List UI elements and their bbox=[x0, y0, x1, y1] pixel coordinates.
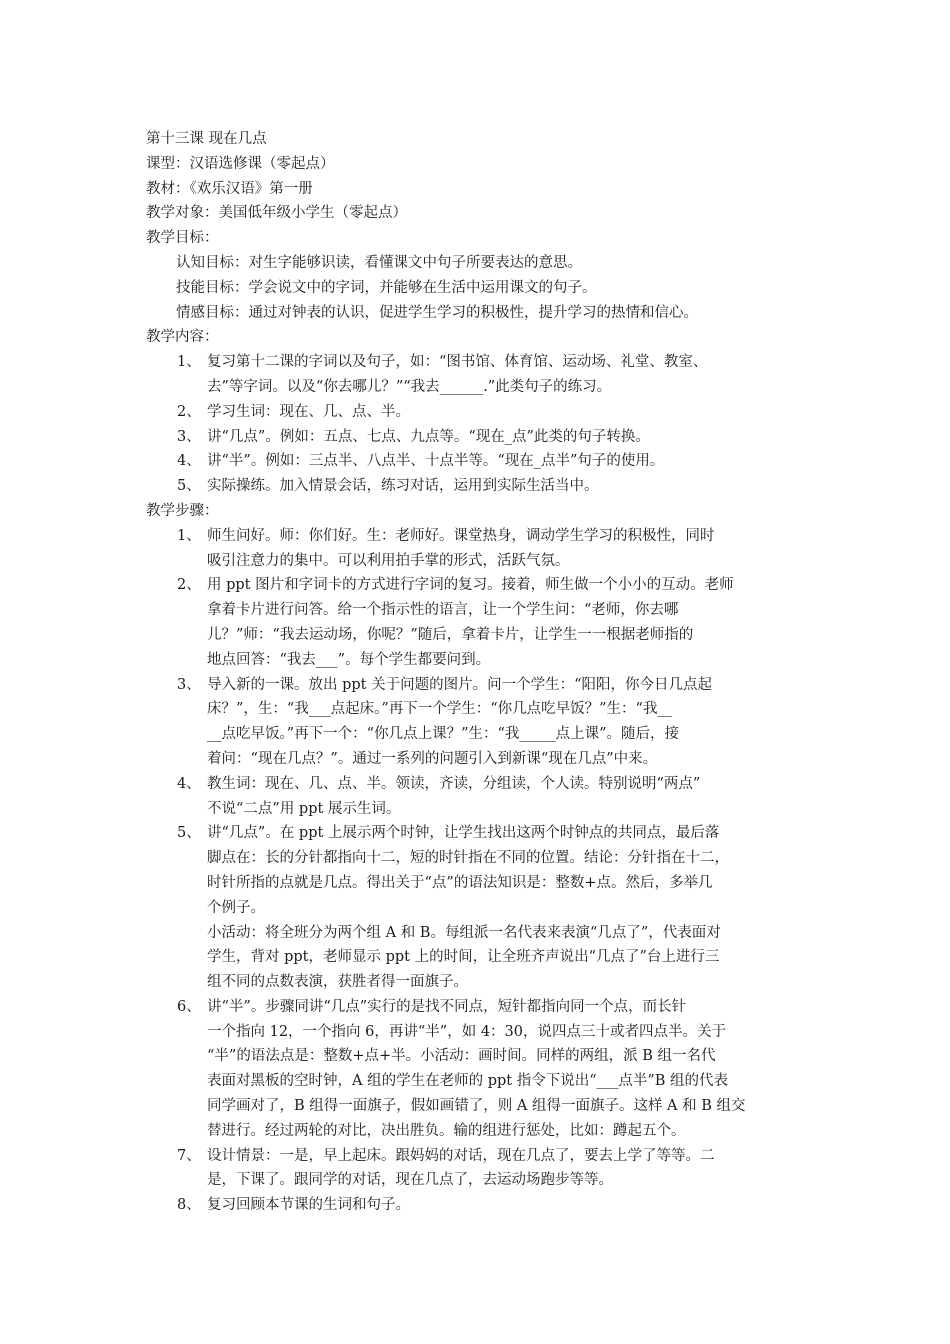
step-item-number: 6、 bbox=[177, 998, 201, 1015]
step-item-line: 用 ppt 图片和字词卡的方式进行字词的复习。接着，师生做一个小小的互动。老师 bbox=[207, 577, 734, 594]
content-item bbox=[146, 350, 826, 400]
step-item-number: 5、 bbox=[177, 825, 201, 842]
content-heading: 教学内容： bbox=[146, 329, 219, 346]
step-item-line: 复习回顾本节课的生词和句子。 bbox=[207, 1197, 410, 1214]
step-item bbox=[146, 1193, 826, 1218]
content-item bbox=[146, 425, 826, 450]
content-item-number: 2、 bbox=[177, 403, 201, 420]
step-item-line: 导入新的一课。放出 ppt 关于问题的图片。问一个学生：“阳阳，你今日几点起 bbox=[207, 676, 713, 693]
step-item-line: 拿着卡片进行问答。给一个指示性的语言，让一个学生问：“老师，你去哪 bbox=[207, 602, 679, 619]
step-item bbox=[146, 772, 826, 822]
step-item bbox=[146, 995, 826, 1144]
step-item-line: 地点回答：“我去___”。每个学生都要问到。 bbox=[207, 651, 491, 668]
step-item bbox=[146, 1144, 826, 1194]
content-item-number: 4、 bbox=[177, 453, 201, 470]
step-item-line: 表面对黑板的空时钟，A 组的学生在老师的 ppt 指令下说出“___点半”B 组的代表 bbox=[207, 1073, 729, 1090]
objective-skill: 技能目标：学会说文中的字词，并能够在生活中运用课文的句子。 bbox=[176, 279, 597, 296]
step-item-number: 2、 bbox=[177, 577, 201, 594]
step-item-line: 时针所指的点就是几点。得出关于“点”的语法知识是：整数+点。然后，多举几 bbox=[207, 874, 713, 891]
step-item-line: 是，下课了。跟同学的对话，现在几点了，去运动场跑步等等。 bbox=[207, 1172, 613, 1189]
content-item-line: 讲“几点”。例如：五点、七点、九点等。“现在_点”此类的句子转换。 bbox=[207, 428, 650, 445]
step-item bbox=[146, 673, 826, 772]
step-item-line: 同学画对了，B 组得一面旗子，假如画错了，则 A 组得一面旗子。这样 A 和 B 组交 bbox=[207, 1098, 746, 1115]
objectives-heading: 教学目标： bbox=[146, 230, 219, 247]
step-item-line: 小活动：将全班分为两个组 A 和 B。每组派一名代表来表演“几点了”，代表面对 bbox=[207, 924, 721, 941]
step-item-line: 一个指向 12，一个指向 6，再讲“半”，如 4：30，说四点三十或者四点半。关于 bbox=[207, 1023, 727, 1040]
course-type: 课型：汉语选修课（零起点） bbox=[146, 155, 335, 172]
step-item-line: 替进行。经过两轮的对比，决出胜负。输的组进行惩处，比如：蹲起五个。 bbox=[207, 1122, 686, 1139]
step-item-line: 教生词：现在、几、点、半。领读，齐读，分组读，个人读。特别说明“两点” bbox=[207, 775, 701, 792]
step-item-line: 儿？”师：“我去运动场，你呢？”随后，拿着卡片，让学生一一根据老师指的 bbox=[207, 626, 694, 643]
step-item-number: 4、 bbox=[177, 775, 201, 792]
objective-cognitive: 认知目标：对生字能够识读，看懂课文中句子所要表达的意思。 bbox=[176, 254, 582, 271]
step-item-line: “半”的语法点是：整数+点+半。小活动：画时间。同样的两组，派 B 组一名代 bbox=[207, 1048, 716, 1065]
step-item-line: 设计情景：一是，早上起床。跟妈妈的对话，现在几点了，要去上学了等等。二 bbox=[207, 1147, 715, 1164]
step-item-line: 组不同的点数表演，获胜者得一面旗子。 bbox=[207, 974, 468, 991]
content-item-number: 1、 bbox=[177, 354, 201, 371]
step-item bbox=[146, 821, 826, 995]
step-item-line: 脚点在：长的分针都指向十二，短的时针指在不同的位置。结论：分针指在十二， bbox=[207, 850, 729, 867]
step-item-line: 床？”，生：“我___点起床。”再下一个学生：“你几点吃早饭？”生：“我__ bbox=[207, 701, 672, 718]
content-item-number: 5、 bbox=[177, 478, 201, 495]
step-item-line: 不说“二点”用 ppt 展示生词。 bbox=[207, 800, 401, 817]
step-item-line: 吸引注意力的集中。可以利用拍手掌的形式，活跃气氛。 bbox=[207, 552, 570, 569]
step-item bbox=[146, 524, 826, 574]
content-item bbox=[146, 400, 826, 425]
lesson-plan-body bbox=[146, 127, 826, 1218]
step-item bbox=[146, 573, 826, 672]
step-item-line: 讲“几点”。在 ppt 上展示两个时钟，让学生找出这两个时钟点的共同点，最后落 bbox=[207, 825, 720, 842]
content-item bbox=[146, 449, 826, 474]
audience: 教学对象：美国低年级小学生（零起点） bbox=[146, 205, 407, 222]
content-item-number: 3、 bbox=[177, 428, 201, 445]
content-list bbox=[146, 350, 826, 499]
step-item-line: __点吃早饭。”再下一个：“你几点上课？”生：“我_____点上课”。随后，接 bbox=[207, 726, 680, 743]
steps-list bbox=[146, 524, 826, 1218]
step-item-number: 8、 bbox=[177, 1197, 201, 1214]
textbook: 教材：《欢乐汉语》第一册 bbox=[146, 180, 313, 197]
content-item-line: 去”等字词。以及“你去哪儿？”“我去______.”此类句子的练习。 bbox=[207, 378, 612, 395]
lesson-title: 第十三课 现在几点 bbox=[146, 131, 267, 147]
step-item-line: 着问：“现在几点？”。通过一系列的问题引入到新课“现在几点”中来。 bbox=[207, 750, 658, 767]
content-item-line: 复习第十二课的字词以及句子，如：“图书馆、体育馆、运动场、礼堂、教室、 bbox=[207, 354, 708, 371]
steps-heading: 教学步骤： bbox=[146, 502, 219, 519]
objective-affective: 情感目标：通过对钟表的认识，促进学生学习的积极性，提升学习的热情和信心。 bbox=[176, 304, 698, 321]
step-item-number: 1、 bbox=[177, 527, 201, 544]
step-item-line: 个例子。 bbox=[207, 899, 265, 916]
content-item-line: 学习生词：现在、几、点、半。 bbox=[207, 403, 410, 420]
step-item-number: 7、 bbox=[177, 1147, 201, 1164]
content-item-line: 实际操练。加入情景会话，练习对话，运用到实际生活当中。 bbox=[207, 478, 599, 495]
step-item-line: 学生，背对 ppt，老师显示 ppt 上的时间，让全班齐声说出“几点了”台上进行三 bbox=[207, 949, 720, 966]
step-item-line: 师生问好。师：你们好。生：老师好。课堂热身，调动学生学习的积极性，同时 bbox=[207, 527, 715, 544]
step-item-line: 讲“半”。步骤同讲“几点”实行的是找不同点，短针都指向同一个点，而长针 bbox=[207, 998, 687, 1015]
step-item-number: 3、 bbox=[177, 676, 201, 693]
content-item-line: 讲“半”。例如：三点半、八点半、十点半等。“现在_点半”句子的使用。 bbox=[207, 453, 665, 470]
content-item bbox=[146, 474, 826, 499]
